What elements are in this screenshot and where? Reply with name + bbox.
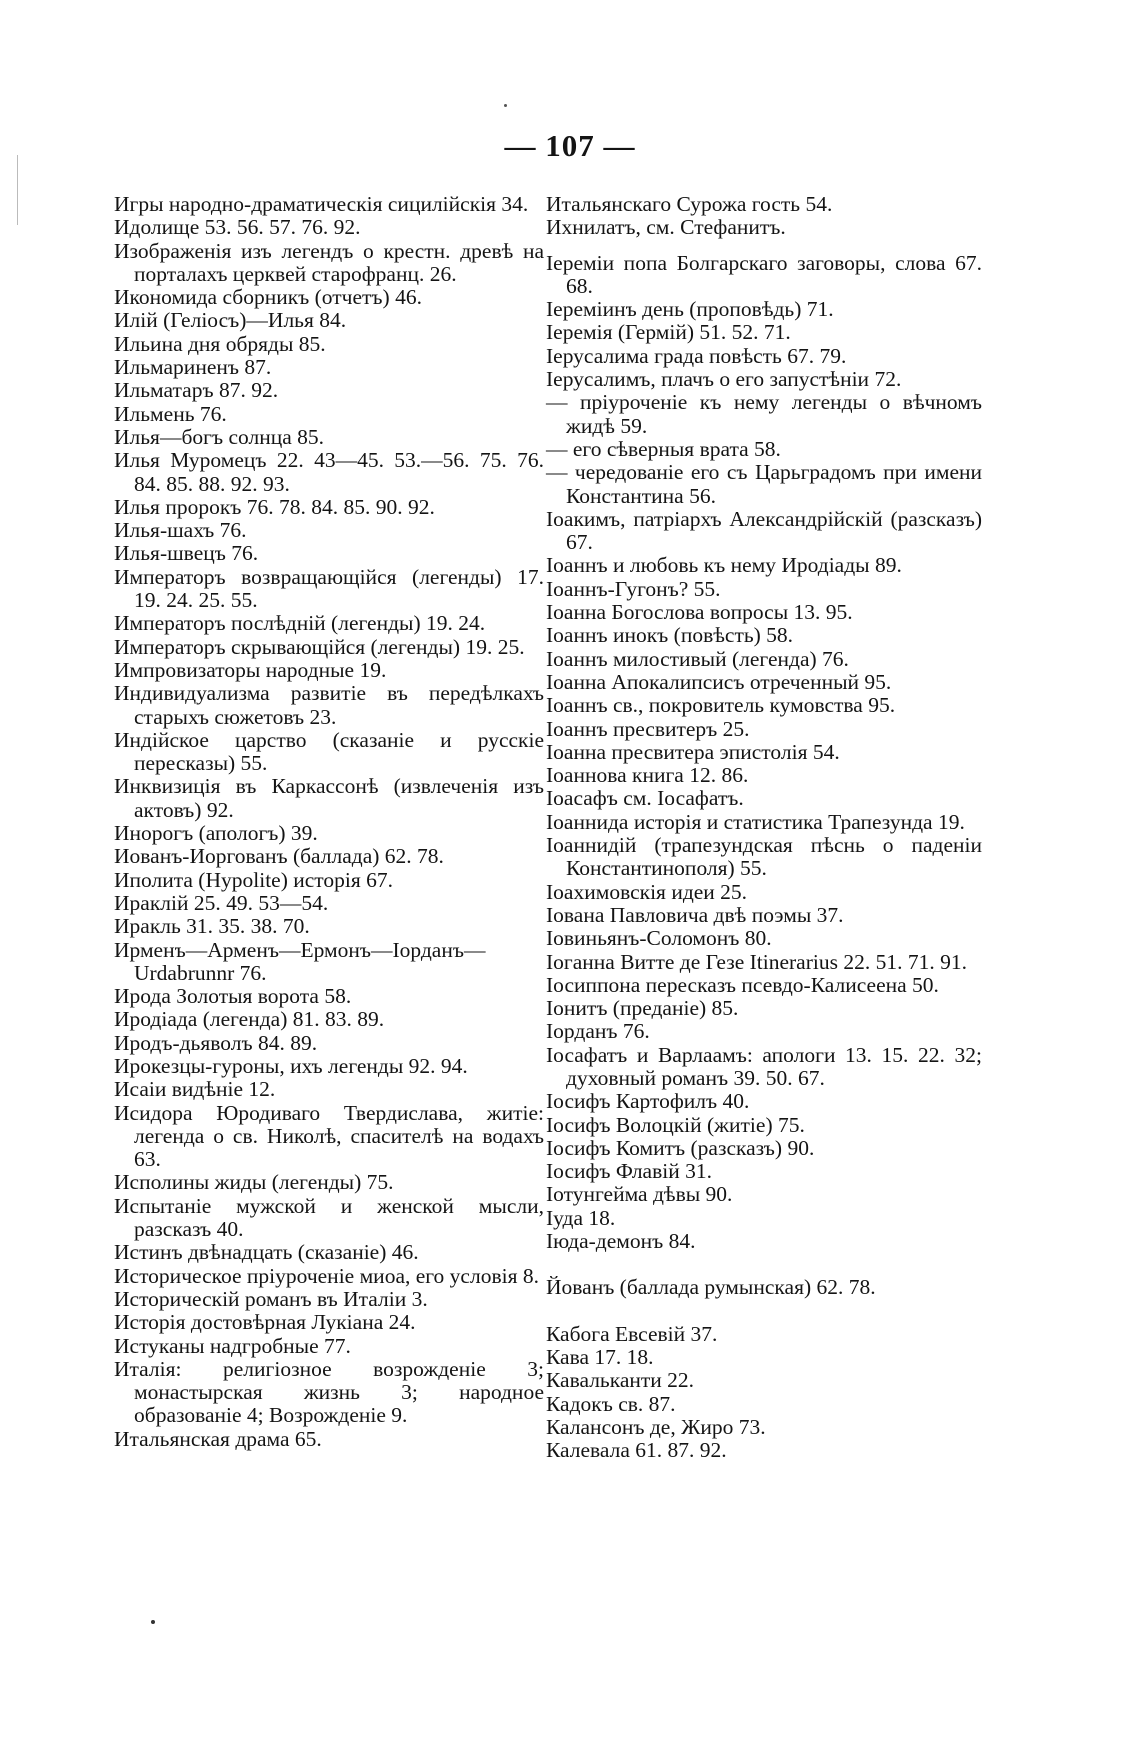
index-entry: Инквизиція въ Каркассонѣ (извлеченія изъ актовъ) 92. xyxy=(114,774,544,822)
index-entry: Истинъ двѣнадцать (сказаніе) 46. xyxy=(114,1240,419,1265)
scan-margin-line xyxy=(17,155,18,225)
index-entry: Калевала 61. 87. 92. xyxy=(546,1438,727,1463)
index-entry: Ирменъ—Арменъ—Ермонъ—Іорданъ—Urdabrunnr 76. xyxy=(114,937,486,985)
index-entry: Ирода Золотыя ворота 58. xyxy=(114,984,352,1009)
index-entry: Іоаннъ инокъ (повѣсть) 58. xyxy=(546,623,794,648)
index-entry: Илья—богъ солнца 85. xyxy=(114,424,324,449)
index-entry: Ираклій 25. 49. 53—54. xyxy=(114,890,329,915)
index-entry: Іоаннова книга 12. 86. xyxy=(546,763,749,788)
index-entry: Іоганна Витте де Гезе Itinerarius 22. 51. 71. 91. xyxy=(546,949,967,974)
index-entry: Кавальканти 22. xyxy=(546,1368,695,1393)
left-index-column xyxy=(114,193,544,1451)
index-entry: — чередованіе его съ Царьградомъ при имени Константина 56. xyxy=(546,460,982,508)
index-entry: Іоанна пресвитера эпистолія 54. xyxy=(546,739,840,764)
index-entry: Іоаннидій (трапезундская пѣснь о паденіи Константинополя) 55. xyxy=(546,833,982,881)
index-entry: Кава 17. 18. xyxy=(546,1344,654,1369)
index-entry: Іоаннъ пресвитеръ 25. xyxy=(546,716,750,741)
index-entry: Идолище 53. 56. 57. 76. 92. xyxy=(114,215,361,240)
index-entry: Илій (Геліосъ)—Илья 84. xyxy=(114,308,347,333)
index-entry: Іорданъ 76. xyxy=(546,1019,650,1044)
index-entry: Ильмариненъ 87. xyxy=(114,355,272,380)
page-number: — 107 — xyxy=(504,128,636,163)
index-entry: Іосафатъ и Варлаамъ: апологи 13. 15. 22. 32; духовный романъ 39. 50. 67. xyxy=(546,1042,982,1090)
index-entry: Іереміи попа Болгарскаго заговоры, слова 67. 68. xyxy=(546,250,982,298)
index-entry: — его сѣверныя врата 58. xyxy=(546,436,781,461)
index-entry: Іерусалимъ, плачъ о его запустѣніи 72. xyxy=(546,367,902,392)
index-entry: Іосифъ Картофилъ 40. xyxy=(546,1089,750,1114)
right-index-column xyxy=(546,193,982,1462)
index-entry: Іоаннъ милостивый (легенда) 76. xyxy=(546,646,849,671)
index-entry: Илья пророкъ 76. 78. 84. 85. 90. 92. xyxy=(114,494,435,519)
index-entry: Іерусалима града повѣсть 67. 79. xyxy=(546,343,847,368)
index-entry: Іуда 18. xyxy=(546,1205,616,1230)
index-entry: Іоанна Богослова вопросы 13. 95. xyxy=(546,600,853,625)
index-entry: Италія: религіозное возрожденіе 3; монастырская жизнь 3; народное образованіе 4; Возрожденіе 9. xyxy=(114,1356,544,1428)
index-entry: Іоаннъ св., покровитель кумовства 95. xyxy=(546,693,896,718)
index-entry: Іотунгейма дѣвы 90. xyxy=(546,1182,733,1207)
index-entry: Калансонъ де, Жиро 73. xyxy=(546,1414,766,1439)
index-entry: Императоръ возвращающійся (легенды) 17. 19. 24. 25. 55. xyxy=(114,564,544,613)
index-entry: Ильмень 76. xyxy=(114,401,227,426)
index-entry: Іосиппона пересказъ псевдо-Калисеена 50. xyxy=(546,972,939,997)
index-entry: Исаіи видѣніе 12. xyxy=(114,1077,276,1102)
index-entry: Иполита (Hypolite) исторія 67. xyxy=(114,867,394,892)
index-entry: Истуканы надгробные 77. xyxy=(114,1333,351,1358)
index-entry: Ильина дня обряды 85. xyxy=(114,331,326,356)
index-entry: Іовиньянъ-Соломонъ 80. xyxy=(546,926,772,951)
index-entry: Исторія достовѣрная Лукіана 24. xyxy=(114,1310,416,1335)
index-entry: Йованъ (баллада румынская) 62. 78. xyxy=(546,1275,876,1300)
index-entry: Іоакимъ, патріархъ Александрійскій (разсказъ) 67. xyxy=(546,506,982,555)
index-entry: Инорогъ (апологъ) 39. xyxy=(114,821,318,846)
index-entry: Іоаннъ и любовь къ нему Иродіады 89. xyxy=(546,553,902,578)
index-entry: Импровизаторы народные 19. xyxy=(114,657,387,682)
index-entry: Иродіада (легенда) 81. 83. 89. xyxy=(114,1007,385,1032)
index-entry: Іоахимовскія идеи 25. xyxy=(546,879,748,904)
index-entry: Иракль 31. 35. 38. 70. xyxy=(114,914,310,939)
index-entry: Кабога Евсевій 37. xyxy=(546,1321,718,1346)
index-entry: Илья-швецъ 76. xyxy=(114,541,259,566)
index-entry: Икономида сборникъ (отчетъ) 46. xyxy=(114,285,422,310)
index-entry: Іонитъ (преданіе) 85. xyxy=(546,996,739,1021)
index-entry: Іереміинъ день (проповѣдь) 71. xyxy=(546,297,834,322)
index-entry: Иованъ-Иоргованъ (баллада) 62. 78. xyxy=(114,844,444,869)
index-entry: Іоасафъ см. Іосафатъ. xyxy=(546,786,744,811)
index-entry: Иродъ-дьяволъ 84. 89. xyxy=(114,1030,318,1055)
index-entry: Іосифъ Комитъ (разсказъ) 90. xyxy=(546,1135,815,1160)
index-entry: Ирокезцы-гуроны, ихъ легенды 92. 94. xyxy=(114,1053,468,1078)
index-entry: Іована Павловича двѣ поэмы 37. xyxy=(546,902,844,927)
index-entry: Іюда-демонъ 84. xyxy=(546,1229,696,1254)
index-entry: — пріуроченіе къ нему легенды о вѣчномъ жидѣ 59. xyxy=(546,390,982,438)
index-entry: Исполины жиды (легенды) 75. xyxy=(114,1170,394,1195)
index-entry: Исидора Юродиваго Твердислава, житіе: легенда о св. Николѣ, спасителѣ на водахъ 63. xyxy=(114,1100,544,1172)
index-entry: Индивидуализма развитіе въ передѣлкахъ старыхъ сюжетовъ 23. xyxy=(114,681,544,729)
index-entry: Императоръ скрывающійся (легенды) 19. 25. xyxy=(114,634,525,659)
index-entry: Іосифъ Флавій 31. xyxy=(546,1159,712,1184)
index-entry: Изображенія изъ легендъ о крестн. древѣ на порталахъ церквей старофранц. 26. xyxy=(114,238,544,286)
index-entry: Индійское царство (сказаніе и русскіе пересказы) 55. xyxy=(114,727,544,776)
index-entry: Іосифъ Волоцкій (житіе) 75. xyxy=(546,1112,805,1137)
index-entry: Историческій романъ въ Италіи 3. xyxy=(114,1286,428,1311)
index-entry: Іоаннъ-Гугонъ? 55. xyxy=(546,576,721,601)
index-entry: Іоаннида исторія и статистика Трапезунда 19. xyxy=(546,809,965,834)
index-entry: Ихнилатъ, см. Стефанитъ. xyxy=(546,215,786,240)
index-entry: Игры народно-драматическія сицилійскія 34. xyxy=(114,192,529,216)
index-entry: Илья-шахъ 76. xyxy=(114,518,247,543)
index-entry: Историческое пріуроченіе миоа, его условія 8. xyxy=(114,1263,539,1288)
index-entry: Илья Муромецъ 22. 43—45. 53.—56. 75. 76. 84. 85. 88. 92. 93. xyxy=(114,448,544,496)
index-entry: Іеремія (Гермій) 51. 52. 71. xyxy=(546,320,791,345)
index-entry: Іоанна Апокалипсисъ отреченный 95. xyxy=(546,669,892,694)
index-entry: Ильматаръ 87. 92. xyxy=(114,378,279,403)
index-entry: Испытаніе мужской и женской мысли, разсказъ 40. xyxy=(114,1193,544,1242)
index-entry: Кадокъ св. 87. xyxy=(546,1391,676,1416)
scan-speck xyxy=(504,104,507,107)
index-entry: Итальянская драма 65. xyxy=(114,1426,322,1451)
index-entry: Императоръ послѣдній (легенды) 19. 24. xyxy=(114,611,486,636)
scan-speck xyxy=(151,1620,155,1624)
index-entry: Итальянскаго Сурожа гость 54. xyxy=(546,192,833,216)
